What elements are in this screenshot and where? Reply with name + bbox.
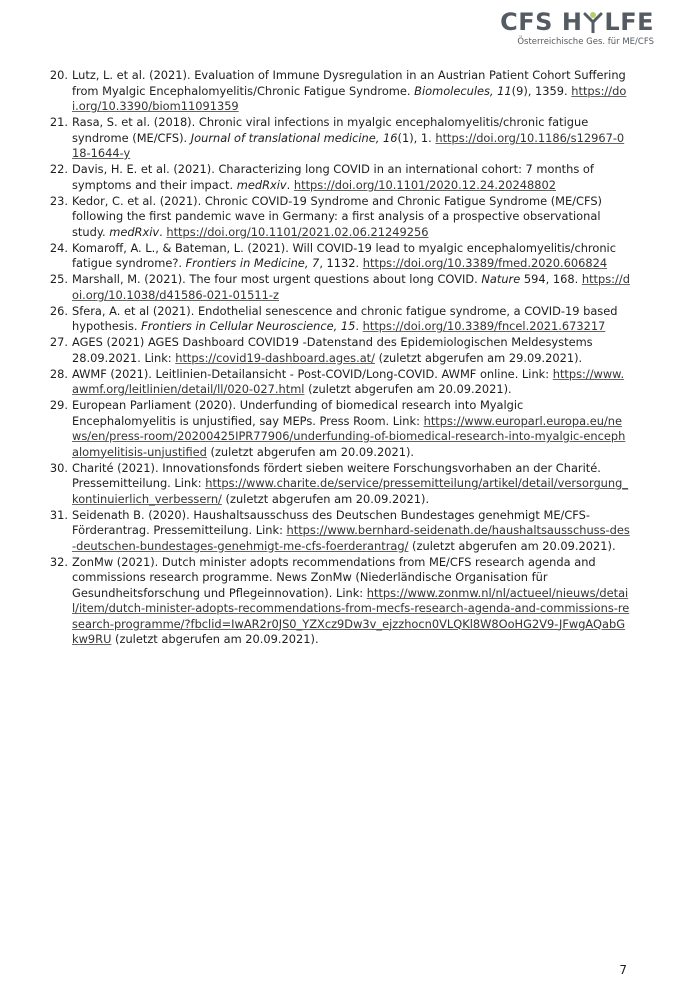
reference-list bbox=[46, 68, 630, 648]
reference-item bbox=[46, 555, 630, 648]
logo bbox=[500, 8, 654, 47]
reference-link[interactable]: https://covid19-dashboard.ages.at/ bbox=[175, 350, 375, 365]
reference-link[interactable]: https://doi.org/10.3389/fmed.2020.606824 bbox=[362, 256, 608, 270]
reference-citation-details: (9), 1359. bbox=[511, 83, 572, 98]
reference-text bbox=[72, 241, 630, 272]
reference-link[interactable]: https://www.bernhard-seidenath.de/haushaltsausschuss-des-deutschen-bundestages-genehmigt-me-cfs-foerderantrag/ bbox=[72, 523, 630, 553]
reference-citation: Rasa, S. et al. (2018). Chronic viral infections in myalgic encephalomyelitis/chronic fatigue syndrome (ME/CFS). bbox=[72, 115, 589, 145]
reference-number: 28. bbox=[49, 366, 68, 381]
reference-link[interactable]: https://www.europarl.europa.eu/news/en/press-room/20200425IPR77906/underfunding-of-biomedical-research-into-myalgic-encephalomyelitisis-unjustified bbox=[72, 413, 626, 459]
reference-access-date: (zuletzt abgerufen am 20.09.2021). bbox=[304, 382, 512, 396]
reference-link[interactable]: https://doi.org/10.1186/s12967-018-1644-y bbox=[72, 130, 625, 160]
reference-link[interactable]: https://doi.org/10.1101/2021.02.06.21249256 bbox=[166, 224, 429, 239]
reference-journal: medRxiv bbox=[236, 177, 287, 192]
reference-link[interactable]: https://doi.org/10.3390/biom11091359 bbox=[72, 83, 627, 113]
reference-text bbox=[72, 194, 630, 241]
reference-number: 25. bbox=[49, 272, 68, 286]
reference-citation: European Parliament (2020). Underfunding of biomedical research into Myalgic Encephalomyelitis is unjustified, say MEPs. Press Room. Link: bbox=[72, 398, 524, 428]
reference-number: 24. bbox=[49, 240, 68, 255]
reference-citation: Marshall, M. (2021). The four most urgent questions about long COVID. bbox=[72, 272, 482, 286]
reference-text bbox=[72, 304, 630, 335]
reference-number: 23. bbox=[49, 193, 68, 208]
reference-citation: Seidenath B. (2020). Haushaltsausschuss des Deutschen Bundestages genehmigt ME/CFS-Förderantrag. Pressemitteilung. Link: bbox=[72, 507, 591, 537]
reference-citation: Charité (2021). Innovationsfonds fördert sieben weitere Forschungsvorhaben an der Charité. Pressemitteilung. Link: bbox=[72, 460, 601, 490]
reference-item bbox=[46, 272, 630, 303]
reference-text bbox=[72, 68, 630, 115]
reference-number: 32. bbox=[49, 554, 68, 569]
reference-citation: Sfera, A. et al (2021). Endothelial senescence and chronic fatigue syndrome, a COVID-19 based hypothesis. bbox=[72, 303, 618, 333]
reference-journal: Frontiers in Medicine, 7 bbox=[185, 256, 320, 270]
reference-text bbox=[72, 555, 630, 648]
logo-text-part1: CFS H bbox=[500, 8, 583, 36]
reference-link[interactable]: https://www.zonmw.nl/nl/actueel/nieuws/detail/item/dutch-minister-adopts-recommendations-from-mecfs-research-agenda-and-commissions-research-programme/?fbclid=IwAR2r0JS0_YZXcz9Dw3v_ejzzhocn0VLQKl8W8OoHG2V9-JFwgAQabGkw9RU bbox=[72, 585, 630, 646]
reference-number: 22. bbox=[49, 162, 68, 176]
reference-item bbox=[46, 241, 630, 272]
reference-citation: ZonMw (2021). Dutch minister adopts recommendations from ME/CFS research agenda and commissions research programme. News ZonMw (Niederländische Organisation für Gesundheitsforschung und Pflegeinnovation). Link: bbox=[72, 554, 596, 600]
logo-text-part2: LFE bbox=[604, 8, 654, 36]
reference-citation: AGES (2021) AGES Dashboard COVID19 -Datenstand des Epidemiologischen Meldesystems 28.09.2021. Link: bbox=[72, 335, 593, 365]
reference-number: 30. bbox=[49, 460, 68, 475]
reference-number: 21. bbox=[49, 115, 68, 129]
reference-text bbox=[72, 335, 630, 366]
reference-citation-details: . bbox=[286, 177, 294, 192]
reference-citation: Lutz, L. et al. (2021). Evaluation of Immune Dysregulation in an Austrian Patient Cohort Suffering from Myalgic Encephalomyelitis/Chronic Fatigue Syndrome. bbox=[72, 68, 626, 98]
reference-citation: AWMF (2021). Leitlinien-Detailansicht - Post-COVID/Long-COVID. AWMF online. Link: bbox=[72, 366, 553, 381]
reference-text bbox=[72, 367, 630, 398]
reference-journal: Journal of translational medicine, 16 bbox=[190, 130, 398, 145]
reference-text bbox=[72, 115, 630, 162]
reference-number: 20. bbox=[49, 68, 68, 82]
reference-number: 26. bbox=[49, 303, 68, 318]
reference-citation-details: , 1132. bbox=[319, 256, 363, 270]
reference-journal: Nature bbox=[481, 272, 521, 286]
reference-item bbox=[46, 335, 630, 366]
reference-text bbox=[72, 461, 630, 508]
reference-link[interactable]: https://www.awmf.org/leitlinien/detail/ll/020-027.html bbox=[72, 366, 625, 396]
reference-journal: Frontiers in Cellular Neuroscience, 15 bbox=[141, 319, 356, 333]
person-arms-up-icon bbox=[583, 10, 603, 34]
reference-item bbox=[46, 194, 630, 241]
reference-journal: Biomolecules, 11 bbox=[414, 83, 512, 98]
reference-text bbox=[72, 272, 630, 303]
reference-citation-details: 594, 168. bbox=[520, 272, 582, 286]
reference-number: 29. bbox=[49, 398, 68, 412]
reference-access-date: (zuletzt abgerufen am 20.09.2021). bbox=[206, 444, 415, 459]
reference-item bbox=[46, 115, 630, 162]
reference-access-date: (zuletzt abgerufen am 29.09.2021). bbox=[375, 350, 583, 365]
page-number: 7 bbox=[619, 963, 627, 977]
logo-subtitle: Österreichische Ges. für ME/CFS bbox=[517, 37, 654, 47]
reference-citation-details: (1), 1. bbox=[397, 130, 436, 145]
reference-citation: Komaroff, A. L., & Bateman, L. (2021). Will COVID-19 lead to myalgic encephalomyelitis/chronic fatigue syndrome?. bbox=[72, 240, 616, 270]
reference-item bbox=[46, 304, 630, 335]
reference-citation-details: . bbox=[159, 224, 167, 239]
logo-title bbox=[500, 8, 654, 36]
reference-item bbox=[46, 162, 630, 193]
reference-access-date: (zuletzt abgerufen am 20.09.2021). bbox=[111, 632, 319, 646]
reference-access-date: (zuletzt abgerufen am 20.09.2021). bbox=[221, 491, 430, 506]
reference-text bbox=[72, 508, 630, 555]
reference-item bbox=[46, 68, 630, 115]
reference-link[interactable]: https://doi.org/10.1101/2020.12.24.20248802 bbox=[293, 177, 556, 192]
reference-citation-details: . bbox=[355, 319, 363, 333]
reference-item bbox=[46, 461, 630, 508]
reference-link[interactable]: https://doi.org/10.1038/d41586-021-01511-z bbox=[72, 272, 630, 302]
reference-item bbox=[46, 398, 630, 460]
reference-text bbox=[72, 162, 630, 193]
reference-access-date: (zuletzt abgerufen am 20.09.2021). bbox=[408, 538, 616, 553]
reference-item bbox=[46, 367, 630, 398]
reference-citation: Kedor, C. et al. (2021). Chronic COVID-19 Syndrome and Chronic Fatigue Syndrome (ME/CFS) following the first pandemic wave in Germany: a first analysis of a prospective observational study. bbox=[72, 193, 603, 239]
reference-item bbox=[46, 508, 630, 555]
reference-text bbox=[72, 398, 630, 460]
reference-link[interactable]: https://doi.org/10.3389/fncel.2021.673217 bbox=[362, 319, 606, 333]
reference-citation: Davis, H. E. et al. (2021). Characterizing long COVID in an international cohort: 7 months of symptoms and their impact. bbox=[72, 162, 594, 192]
reference-link[interactable]: https://www.charite.de/service/pressemitteilung/artikel/detail/versorgung_kontinuierlich_verbessern/ bbox=[72, 476, 629, 506]
reference-number: 31. bbox=[49, 507, 68, 522]
reference-journal: medRxiv bbox=[109, 224, 160, 239]
reference-number: 27. bbox=[49, 335, 68, 349]
